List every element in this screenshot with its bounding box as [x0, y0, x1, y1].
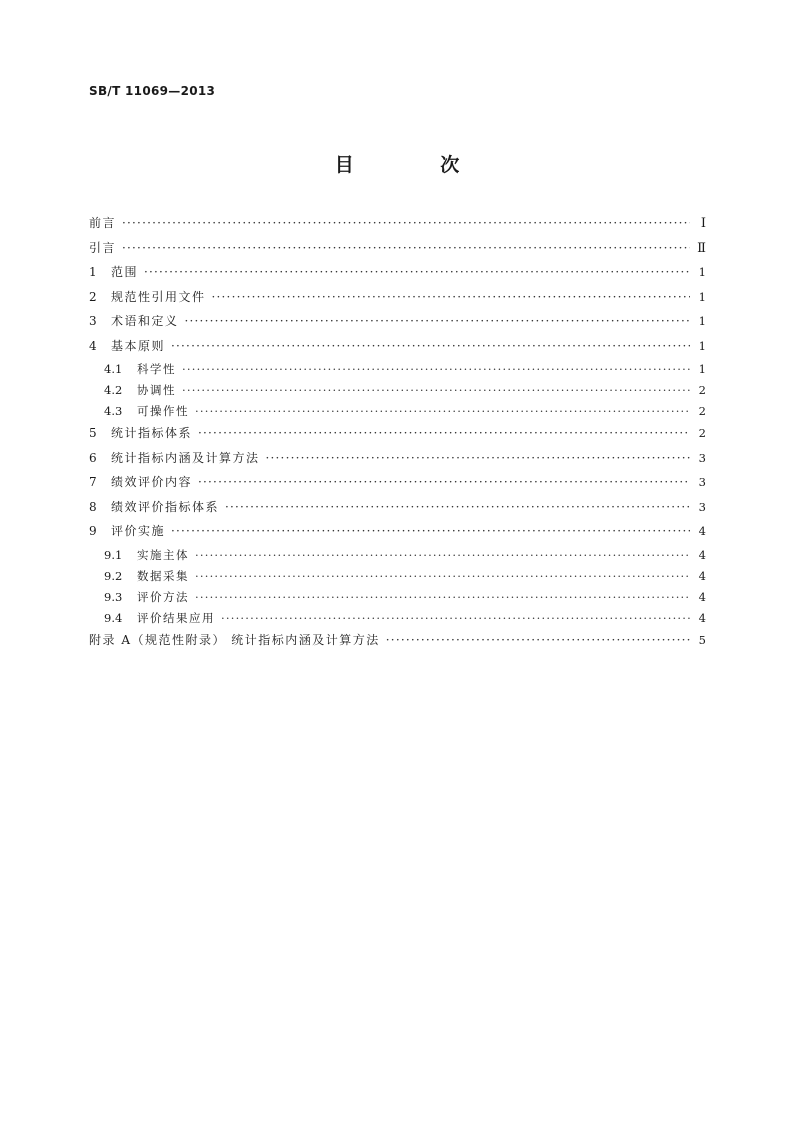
toc-entry-number: 4.1	[104, 362, 123, 376]
toc-entry-page: 1	[698, 338, 706, 353]
toc-entry-label: 前言	[89, 216, 117, 230]
toc-entry[interactable]	[89, 263, 706, 288]
toc-entry[interactable]	[89, 288, 706, 313]
toc-entry-number: 9	[89, 524, 97, 538]
toc-entry-label: 实施主体	[137, 547, 189, 562]
toc-entry-page: 3	[698, 475, 706, 489]
toc-entry[interactable]	[89, 568, 706, 589]
toc-entry-number: 1	[89, 265, 97, 279]
toc-entry-page: Ⅱ	[697, 240, 706, 256]
toc-entry-page: 1	[698, 314, 706, 328]
toc-entry-page: 2	[698, 404, 706, 418]
toc-entry-page: 4	[698, 524, 706, 538]
toc-entry-page: 4	[698, 547, 706, 562]
toc-entry-number: 9.1	[104, 547, 123, 562]
toc-entry-number: 2	[89, 289, 97, 304]
toc-entry-label: 统计指标内涵及计算方法	[111, 450, 260, 465]
toc-entry-label: 评价结果应用	[137, 610, 215, 625]
toc-entry[interactable]	[89, 337, 706, 362]
toc-dot-leader	[221, 611, 690, 625]
toc-entry[interactable]	[89, 522, 706, 547]
toc-entry-number: 5	[89, 426, 97, 440]
toc-entry[interactable]	[89, 382, 706, 403]
toc-entry[interactable]	[89, 473, 706, 498]
toc-dot-leader	[195, 590, 690, 604]
toc-dot-leader	[198, 475, 690, 489]
toc-entry-number: 9.2	[104, 568, 123, 583]
toc-entry-page: 3	[698, 450, 706, 465]
toc-entry[interactable]	[89, 403, 706, 424]
toc-entry-page: 3	[698, 499, 706, 514]
toc-entry-page: 1	[698, 265, 706, 279]
toc-entry-number: 4.2	[104, 383, 123, 397]
toc-entry-number: 6	[89, 450, 97, 465]
toc-entry-number: 4	[89, 338, 97, 353]
toc-entry-number: 9.4	[104, 610, 123, 625]
toc-entry-label: 绩效评价指标体系	[111, 499, 220, 514]
toc-entry-label: 评价方法	[137, 589, 189, 604]
toc-entry-page: 4	[698, 610, 706, 625]
toc-entry[interactable]	[89, 424, 706, 449]
toc-dot-leader	[144, 265, 690, 279]
toc-dot-leader	[198, 426, 690, 440]
toc-entry-label: 数据采集	[137, 568, 189, 583]
toc-dot-leader	[195, 569, 690, 583]
toc-entry-label: 评价实施	[111, 524, 166, 538]
toc-entry[interactable]	[89, 312, 706, 337]
toc-entry[interactable]	[89, 498, 706, 523]
toc-dot-leader	[386, 633, 690, 647]
toc-entry-label: 统计指标体系	[111, 426, 193, 440]
toc-entry[interactable]	[89, 239, 706, 264]
toc-entry-label: 规范性引用文件	[111, 289, 206, 304]
document-code: SB/T 11069—2013	[89, 84, 216, 98]
toc-entry[interactable]	[89, 361, 706, 382]
toc-entry-label: 可操作性	[137, 404, 189, 418]
toc-entry[interactable]	[89, 589, 706, 610]
toc-entry[interactable]	[89, 449, 706, 474]
toc-entry-label: 协调性	[137, 383, 176, 397]
toc-entry-label: 绩效评价内容	[111, 475, 193, 489]
toc-entry-label: 术语和定义	[111, 314, 179, 328]
toc-entry-number: 8	[89, 499, 97, 514]
toc-dot-leader	[122, 241, 690, 255]
toc-entry-page: 2	[698, 383, 706, 397]
toc-entry-page: 4	[698, 568, 706, 583]
toc-entry-page: 2	[698, 426, 706, 440]
toc-dot-leader	[195, 404, 690, 418]
toc-dot-leader	[212, 290, 690, 304]
toc-entry-page: 5	[698, 632, 706, 647]
toc-entry-number: 3	[89, 314, 97, 328]
toc-entry-label: 范围	[111, 265, 139, 279]
toc-dot-leader	[171, 339, 690, 353]
toc-entry-page: 4	[698, 589, 706, 604]
toc-entry-number: 4.3	[104, 404, 123, 418]
toc-entry[interactable]	[89, 547, 706, 568]
toc-dot-leader	[195, 548, 690, 562]
toc-entry-label: 基本原则	[111, 338, 166, 353]
toc-dot-leader	[225, 500, 690, 514]
toc-entry-label: 科学性	[137, 362, 176, 376]
toc-entry-page: Ⅰ	[700, 216, 706, 231]
toc-dot-leader	[182, 362, 690, 376]
toc-entry-label: 引言	[89, 240, 117, 255]
toc-entry-page: 1	[698, 289, 706, 304]
toc-entry[interactable]	[89, 631, 706, 656]
toc-dot-leader	[266, 451, 690, 465]
toc-entry-page: 1	[698, 362, 706, 376]
toc-entry-number: 9.3	[104, 589, 123, 604]
toc-title: 目 次	[334, 154, 500, 176]
toc-dot-leader	[171, 524, 690, 538]
toc-entry[interactable]	[89, 214, 706, 239]
table-of-contents	[89, 214, 706, 655]
toc-dot-leader	[185, 314, 690, 328]
toc-dot-leader	[122, 216, 690, 230]
toc-entry[interactable]	[89, 610, 706, 631]
toc-entry-number: 7	[89, 475, 97, 489]
toc-dot-leader	[182, 383, 690, 397]
toc-entry-label: 附录 A（规范性附录） 统计指标内涵及计算方法	[89, 632, 380, 647]
